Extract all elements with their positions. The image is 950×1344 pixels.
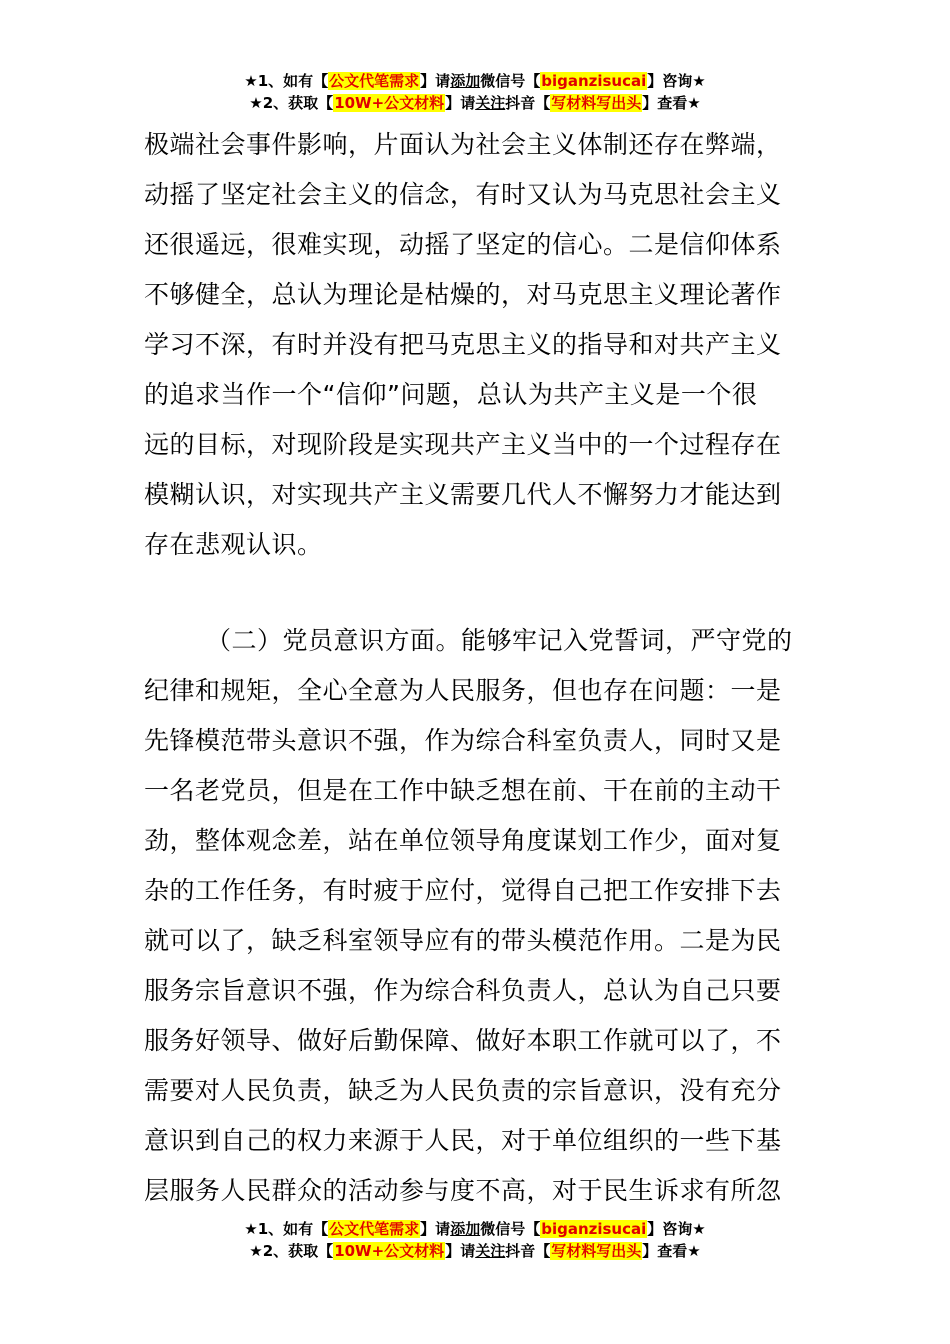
text-line: 的追求当作一个“信仰”问题，总认为共产主义是一个很 xyxy=(144,380,758,409)
text-line: 动摇了坚定社会主义的信念，有时又认为马克思社会主义 xyxy=(144,180,782,209)
header-banner xyxy=(0,70,950,114)
text-line: 先锋模范带头意识不强，作为综合科室负责人，同时又是 xyxy=(144,726,782,755)
text-line: 存在悲观认识。 xyxy=(144,530,323,559)
highlight-materials: 10W+公文材料 xyxy=(334,1242,445,1260)
highlight-materials: 10W+公文材料 xyxy=(334,94,445,112)
banner-line-2: ★2、获取【10W+公文材料】请关注抖音【写材料写出头】查看★ xyxy=(249,1242,701,1260)
text-line: 服务宗旨意识不强，作为综合科负责人，总认为自己只要 xyxy=(144,976,782,1005)
text-line: 劲，整体观念差，站在单位领导角度谋划工作少，面对复 xyxy=(144,826,782,855)
highlight-service: 公文代笔需求 xyxy=(329,1220,420,1238)
text-line: 模糊认识，对实现共产主义需要几代人不懈努力才能达到 xyxy=(144,480,782,509)
text-line: 远的目标，对现阶段是实现共产主义当中的一个过程存在 xyxy=(144,430,782,459)
banner-line-1: ★1、如有【公文代笔需求】请添加微信号【biganzisucai】咨询★ xyxy=(244,1220,706,1238)
text-line: 层服务人民群众的活动参与度不高，对于民生诉求有所忽 xyxy=(144,1176,782,1205)
banner-line-2: ★2、获取【10W+公文材料】请关注抖音【写材料写出头】查看★ xyxy=(249,94,701,112)
text-line: 一名老党员，但是在工作中缺乏想在前、干在前的主动干 xyxy=(144,776,782,805)
text-line: （二）党员意识方面。能够牢记入党誓词，严守党的 xyxy=(206,626,793,655)
highlight-douyin: 写材料写出头 xyxy=(551,1242,642,1260)
text-line: 杂的工作任务，有时疲于应付，觉得自己把工作安排下去 xyxy=(144,876,782,905)
paragraph-2 xyxy=(144,616,808,1216)
banner-line-1: ★1、如有【公文代笔需求】请添加微信号【biganzisucai】咨询★ xyxy=(244,72,706,90)
highlight-service: 公文代笔需求 xyxy=(329,72,420,90)
highlight-douyin: 写材料写出头 xyxy=(551,94,642,112)
text-line: 学习不深，有时并没有把马克思主义的指导和对共产主义 xyxy=(144,330,782,359)
text-line: 极端社会事件影响，片面认为社会主义体制还存在弊端， xyxy=(144,130,782,159)
text-line: 意识到自己的权力来源于人民，对于单位组织的一些下基 xyxy=(144,1126,782,1155)
text-line: 就可以了，缺乏科室领导应有的带头模范作用。二是为民 xyxy=(144,926,782,955)
footer-banner xyxy=(0,1218,950,1262)
text-line: 服务好领导、做好后勤保障、做好本职工作就可以了，不 xyxy=(144,1026,782,1055)
text-line: 需要对人民负责，缺乏为人民负责的宗旨意识，没有充分 xyxy=(144,1076,782,1105)
text-line: 纪律和规矩，全心全意为人民服务，但也存在问题：一是 xyxy=(144,676,782,705)
text-line: 不够健全，总认为理论是枯燥的，对马克思主义理论著作 xyxy=(144,280,782,309)
paragraph-1 xyxy=(144,120,808,570)
highlight-wechat-id: biganzisucai xyxy=(541,1220,647,1238)
text-line: 还很遥远，很难实现，动摇了坚定的信心。二是信仰体系 xyxy=(144,230,782,259)
highlight-wechat-id: biganzisucai xyxy=(541,72,647,90)
